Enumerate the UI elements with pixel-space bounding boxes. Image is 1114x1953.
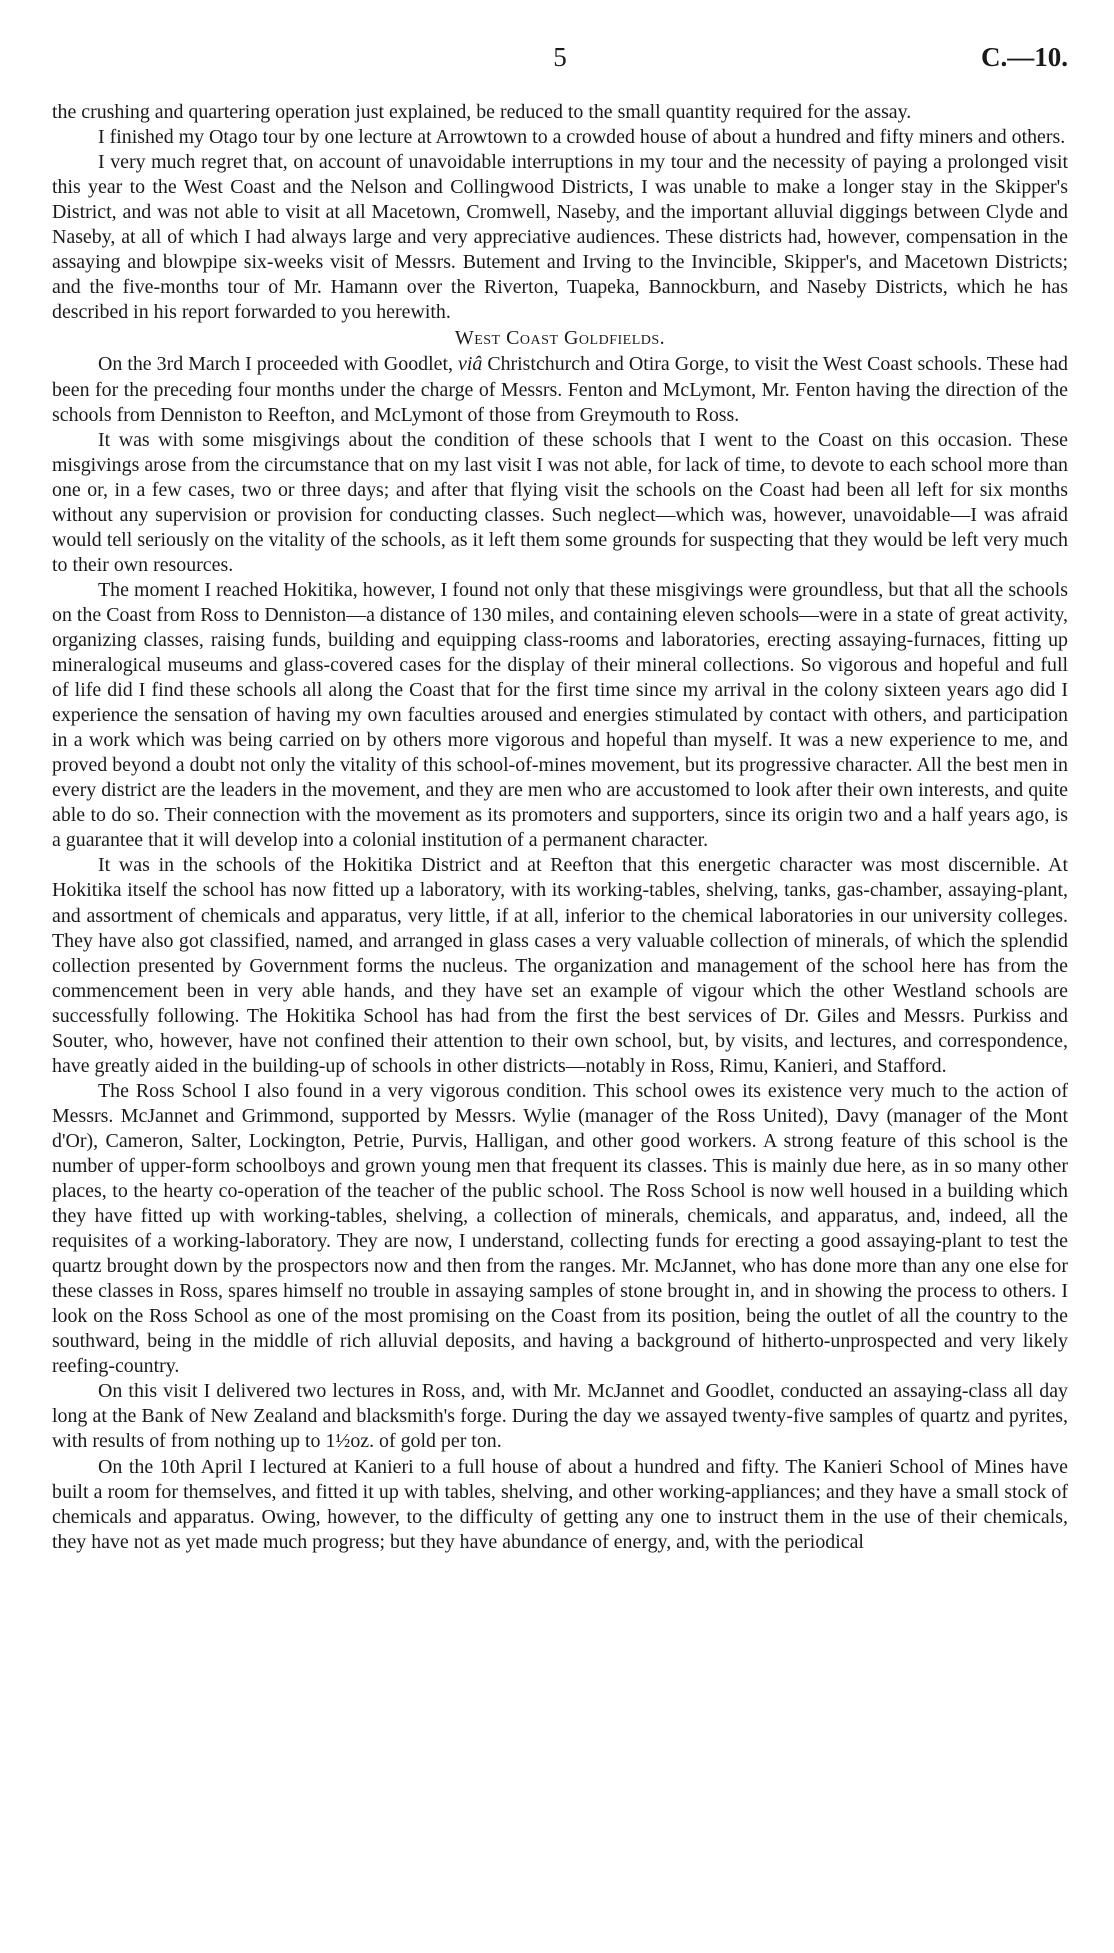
paragraph-march-visit-start: On the 3rd March I proceeded with Goodlet, <box>98 353 458 376</box>
page-number: 5 <box>553 42 567 72</box>
paragraph-misgivings: It was with some misgivings about the condition of these schools that I went to the Coast on this occasion. These misgivings arose from the circumstance that on my last visit I was not able, for lack of time, to devote to each school more than one or, in a few cases, two or three days; and after that flying visit the schools on the Coast had been all left for six months without any supervision or provision for conducting classes. Such neglect—which was, however, unavoidable—I was afraid would tell seriously on the vitality of the schools, as it left them some grounds for suspecting that they would be left very much to their own resources. <box>52 428 1068 576</box>
paragraph-march-visit-via: viâ <box>457 353 483 376</box>
paragraph-kanieri: On the 10th April I lectured at Kanieri to a full house of about a hundred and fifty. The Kanieri School of Mines have built a room for themselves, and fitted it up with tables, shelving, and other working-appliances; and they have a small stock of chemicals and apparatus. Owing, however, to the difficulty of getting any one to instruct them in the use of their chemicals, they have not as yet made much progress; but they have abundance of energy, and, with the periodical <box>52 1455 1068 1553</box>
paragraph-continued: the crushing and quartering operation just explained, be reduced to the small quantity required for the assay. <box>52 101 912 123</box>
paragraph-regret: I very much regret that, on account of unavoidable interruptions in my tour and the necessity of paying a prolonged visit this year to the West Coast and the Nelson and Collingwood Districts, I was unable to make a longer stay in the Skipper's District, and was not able to visit at all Macetown, Cromwell, Naseby, and the important alluvial diggings between Clyde and Naseby, at all of which I had always large and very appreciative audiences. These districts had, however, compensation in the assaying and blowpipe six-weeks visit of Messrs. Butement and Irving to the Invincible, Skipper's, and Macetown Districts; and the five-months tour of Mr. Hamann over the Riverton, Tuapeka, Bannockburn, and Naseby Districts, which he has described in his report forwarded to you herewith. <box>52 151 1068 324</box>
document-page <box>52 40 1068 1555</box>
paragraph-hokitika-school: It was in the schools of the Hokitika District and at Reefton that this energetic character was most discernible. At Hokitika itself the school has now fitted up a laboratory, with its working-tables, shelving, tanks, gas-chamber, assaying-plant, and assortment of chemicals and apparatus, very little, if at all, inferior to the chemical laboratories in our university colleges. They have also got classified, named, and arranged in glass cases a very valuable collection of minerals, of which the splendid collection presented by Government forms the nucleus. The organization and management of the school here has from the commencement been in very able hands, and they have set an example of vigour which the other Westland schools are successfully following. The Hokitika School has had from the first the best services of Dr. Giles and Messrs. Purkiss and Souter, who, however, have not confined their attention to their own school, but, by visits, and lectures, and correspondence, have greatly aided in the building-up of schools in other districts—notably in Ross, Rimu, Kanieri, and Stafford. <box>52 854 1068 1077</box>
paragraph-arrowtown: I finished my Otago tour by one lecture at Arrowtown to a crowded house of about a hundred and fifty miners and others. <box>98 126 1066 149</box>
page-header <box>52 40 1068 80</box>
paragraph-march-visit-end: Christchurch and Otira Gorge, to visit the West Coast schools. These had been for the preceding four months under the charge of Messrs. Fenton and McLymont, Mr. Fenton having the direction of the schools from Denniston to Reefton, and McLymont of those from Greymouth to Ross. <box>52 353 1068 426</box>
document-reference: C.—10. <box>981 42 1068 72</box>
paragraph-ross-lectures: On this visit I delivered two lectures in Ross, and, with Mr. McJannet and Goodlet, conducted an assaying-class all day long at the Bank of New Zealand and blacksmith's forge. During the day we assayed twenty-five samples of quartz and pyrites, with results of from nothing up to 1½oz. of gold per ton. <box>52 1380 1068 1453</box>
paragraph-ross-school: The Ross School I also found in a very vigorous condition. This school owes its existence very much to the action of Messrs. McJannet and Grimmond, supported by Messrs. Wylie (manager of the Ross United), Davy (manager of the Mont d'Or), Cameron, Salter, Lockington, Petrie, Purvis, Halligan, and other good workers. A strong feature of this school is the number of upper-form schoolboys and grown young men that frequent its classes. This is mainly due here, as in so many other places, to the hearty co-operation of the teacher of the public school. The Ross School is now well housed in a building which they have fitted up with working-tables, shelving, a collection of minerals, chemicals, and apparatus, and, indeed, all the requisites of a working-laboratory. They are now, I understand, collecting funds for erecting a good assaying-plant to test the quartz brought down by the prospectors now and then from the ranges. Mr. McJannet, who has done more than any one else for these classes in Ross, spares himself no trouble in assaying samples of stone brought in, and in showing the process to others. I look on the Ross School as one of the most promising on the Coast from its position, being the outlet of all the country to the southward, being in the middle of rich alluvial deposits, and having a background of hitherto-unprospected and very likely reefing-country. <box>52 1079 1068 1378</box>
paragraph-hokitika-arrival: The moment I reached Hokitika, however, I found not only that these misgivings were groundless, but that all the schools on the Coast from Ross to Denniston—a distance of 130 miles, and containing eleven schools—were in a state of great activity, organizing classes, raising funds, building and equipping class-rooms and laboratories, erecting assaying-furnaces, fitting up mineralogical museums and glass-covered cases for the display of their mineral collections. So vigorous and hopeful and full of life did I find these schools all along the Coast that for the first time since my arrival in the colony sixteen years ago did I experience the sensation of having my own faculties aroused and energies stimulated by contact with others, and participation in a work which was being carried on by others more vigorous and hopeful than myself. It was a new experience to me, and proved beyond a doubt not only the vitality of this school-of-mines movement, but its progressive character. All the best men in every district are the leaders in the movement, and they are men who are accustomed to look after their own interests, and quite able to do so. Their connection with the movement as its promoters and supporters, since its origin two and a half years ago, is a guarantee that it will develop into a colonial institution of a permanent character. <box>52 578 1068 852</box>
section-heading-west-coast: West Coast Goldfields. <box>454 327 666 350</box>
body-text <box>52 100 1068 1555</box>
paragraph-march-visit <box>52 352 1068 427</box>
